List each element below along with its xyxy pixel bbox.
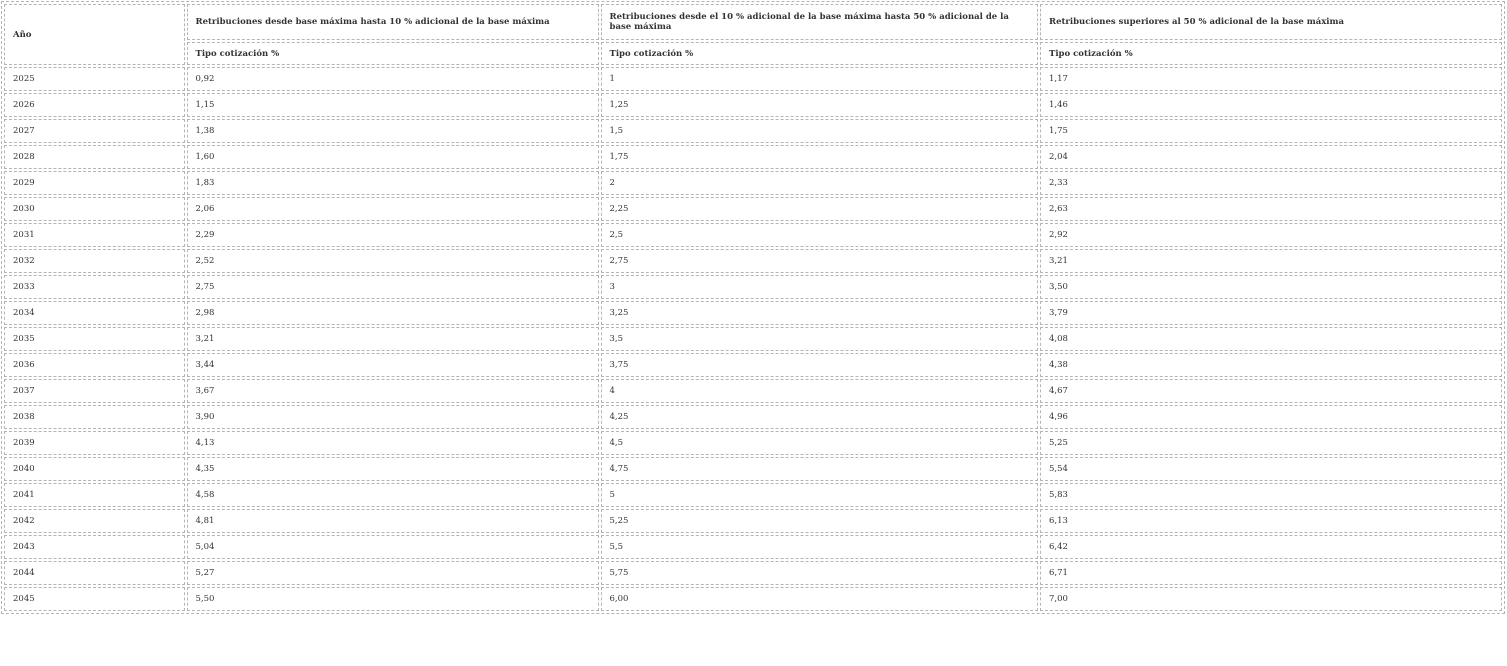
- table-row: [4, 405, 1502, 429]
- cell-tier-2-rate: 4: [601, 379, 1039, 403]
- cell-tier-3-rate: 6,13: [1040, 509, 1502, 533]
- subheader-tier-1: Tipo cotización %: [187, 42, 599, 65]
- cell-year: 2039: [4, 431, 185, 455]
- table-row: [4, 535, 1502, 559]
- cell-tier-3-rate: 1,17: [1040, 67, 1502, 91]
- table-row: [4, 249, 1502, 273]
- cell-year: 2036: [4, 353, 185, 377]
- cell-tier-2-rate: 5: [601, 483, 1039, 507]
- table-row: [4, 275, 1502, 299]
- cell-tier-3-rate: 2,63: [1040, 197, 1502, 221]
- cell-tier-1-rate: 4,13: [187, 431, 599, 455]
- table-row: [4, 301, 1502, 325]
- cell-tier-1-rate: 0,92: [187, 67, 599, 91]
- table-row: [4, 509, 1502, 533]
- cell-tier-2-rate: 2,75: [601, 249, 1039, 273]
- contribution-rates-table: [1, 1, 1505, 614]
- cell-tier-1-rate: 3,90: [187, 405, 599, 429]
- cell-tier-3-rate: 6,71: [1040, 561, 1502, 585]
- cell-tier-3-rate: 2,04: [1040, 145, 1502, 169]
- table-row: [4, 353, 1502, 377]
- table-row: [4, 93, 1502, 117]
- cell-year: 2030: [4, 197, 185, 221]
- header-tier-3: Retribuciones superiores al 50 % adicional de la base máxima: [1040, 4, 1502, 40]
- cell-tier-3-rate: 4,08: [1040, 327, 1502, 351]
- subheader-tier-2: Tipo cotización %: [601, 42, 1039, 65]
- cell-tier-2-rate: 1,75: [601, 145, 1039, 169]
- cell-tier-2-rate: 2,25: [601, 197, 1039, 221]
- header-tier-2: Retribuciones desde el 10 % adicional de la base máxima hasta 50 % adicional de la base máxima: [601, 4, 1039, 40]
- table-row: [4, 431, 1502, 455]
- cell-tier-1-rate: 4,58: [187, 483, 599, 507]
- cell-tier-3-rate: 7,00: [1040, 587, 1502, 611]
- table-row: [4, 197, 1502, 221]
- cell-tier-1-rate: 2,29: [187, 223, 599, 247]
- cell-year: 2041: [4, 483, 185, 507]
- table-row: [4, 379, 1502, 403]
- cell-tier-3-rate: 3,79: [1040, 301, 1502, 325]
- cell-year: 2032: [4, 249, 185, 273]
- cell-tier-2-rate: 2,5: [601, 223, 1039, 247]
- cell-tier-2-rate: 3,5: [601, 327, 1039, 351]
- table-row: [4, 457, 1502, 481]
- cell-tier-2-rate: 3,25: [601, 301, 1039, 325]
- cell-tier-1-rate: 1,83: [187, 171, 599, 195]
- cell-tier-3-rate: 3,50: [1040, 275, 1502, 299]
- cell-tier-3-rate: 4,96: [1040, 405, 1502, 429]
- cell-tier-2-rate: 6,00: [601, 587, 1039, 611]
- cell-tier-1-rate: 5,27: [187, 561, 599, 585]
- cell-year: 2025: [4, 67, 185, 91]
- cell-tier-2-rate: 3: [601, 275, 1039, 299]
- table-row: [4, 327, 1502, 351]
- cell-tier-1-rate: 1,60: [187, 145, 599, 169]
- cell-year: 2043: [4, 535, 185, 559]
- table-row: [4, 223, 1502, 247]
- table-row: [4, 145, 1502, 169]
- cell-tier-1-rate: 4,81: [187, 509, 599, 533]
- cell-year: 2026: [4, 93, 185, 117]
- cell-tier-1-rate: 4,35: [187, 457, 599, 481]
- cell-tier-1-rate: 5,50: [187, 587, 599, 611]
- sub-header-row: [4, 42, 1502, 65]
- cell-tier-3-rate: 4,38: [1040, 353, 1502, 377]
- cell-tier-1-rate: 3,67: [187, 379, 599, 403]
- cell-tier-2-rate: 3,75: [601, 353, 1039, 377]
- cell-year: 2045: [4, 587, 185, 611]
- cell-tier-3-rate: 2,92: [1040, 223, 1502, 247]
- cell-tier-3-rate: 4,67: [1040, 379, 1502, 403]
- cell-tier-1-rate: 3,44: [187, 353, 599, 377]
- cell-tier-1-rate: 2,52: [187, 249, 599, 273]
- cell-year: 2029: [4, 171, 185, 195]
- cell-year: 2034: [4, 301, 185, 325]
- table-row: [4, 67, 1502, 91]
- cell-tier-1-rate: 1,15: [187, 93, 599, 117]
- cell-year: 2040: [4, 457, 185, 481]
- cell-year: 2033: [4, 275, 185, 299]
- cell-tier-2-rate: 5,25: [601, 509, 1039, 533]
- group-header-row: [4, 4, 1502, 40]
- table-row: [4, 171, 1502, 195]
- cell-tier-3-rate: 2,33: [1040, 171, 1502, 195]
- cell-tier-3-rate: 6,42: [1040, 535, 1502, 559]
- cell-tier-2-rate: 1,5: [601, 119, 1039, 143]
- table-body: [4, 67, 1502, 611]
- cell-tier-1-rate: 5,04: [187, 535, 599, 559]
- cell-year: 2035: [4, 327, 185, 351]
- cell-tier-2-rate: 1: [601, 67, 1039, 91]
- cell-year: 2028: [4, 145, 185, 169]
- cell-tier-2-rate: 4,5: [601, 431, 1039, 455]
- cell-tier-2-rate: 4,25: [601, 405, 1039, 429]
- cell-tier-1-rate: 2,75: [187, 275, 599, 299]
- header-tier-1: Retribuciones desde base máxima hasta 10 % adicional de la base máxima: [187, 4, 599, 40]
- cell-year: 2044: [4, 561, 185, 585]
- cell-year: 2042: [4, 509, 185, 533]
- table-row: [4, 119, 1502, 143]
- cell-tier-3-rate: 5,54: [1040, 457, 1502, 481]
- cell-tier-2-rate: 4,75: [601, 457, 1039, 481]
- cell-tier-3-rate: 1,46: [1040, 93, 1502, 117]
- cell-tier-2-rate: 2: [601, 171, 1039, 195]
- cell-tier-1-rate: 1,38: [187, 119, 599, 143]
- subheader-tier-3: Tipo cotización %: [1040, 42, 1502, 65]
- cell-tier-2-rate: 5,75: [601, 561, 1039, 585]
- table-row: [4, 483, 1502, 507]
- cell-year: 2038: [4, 405, 185, 429]
- cell-tier-1-rate: 3,21: [187, 327, 599, 351]
- cell-year: 2027: [4, 119, 185, 143]
- cell-tier-2-rate: 5,5: [601, 535, 1039, 559]
- cell-tier-3-rate: 5,83: [1040, 483, 1502, 507]
- cell-tier-1-rate: 2,06: [187, 197, 599, 221]
- header-year: Año: [4, 4, 185, 65]
- cell-tier-2-rate: 1,25: [601, 93, 1039, 117]
- table-row: [4, 561, 1502, 585]
- cell-tier-3-rate: 1,75: [1040, 119, 1502, 143]
- cell-tier-3-rate: 3,21: [1040, 249, 1502, 273]
- cell-year: 2037: [4, 379, 185, 403]
- cell-year: 2031: [4, 223, 185, 247]
- cell-tier-1-rate: 2,98: [187, 301, 599, 325]
- table-row: [4, 587, 1502, 611]
- cell-tier-3-rate: 5,25: [1040, 431, 1502, 455]
